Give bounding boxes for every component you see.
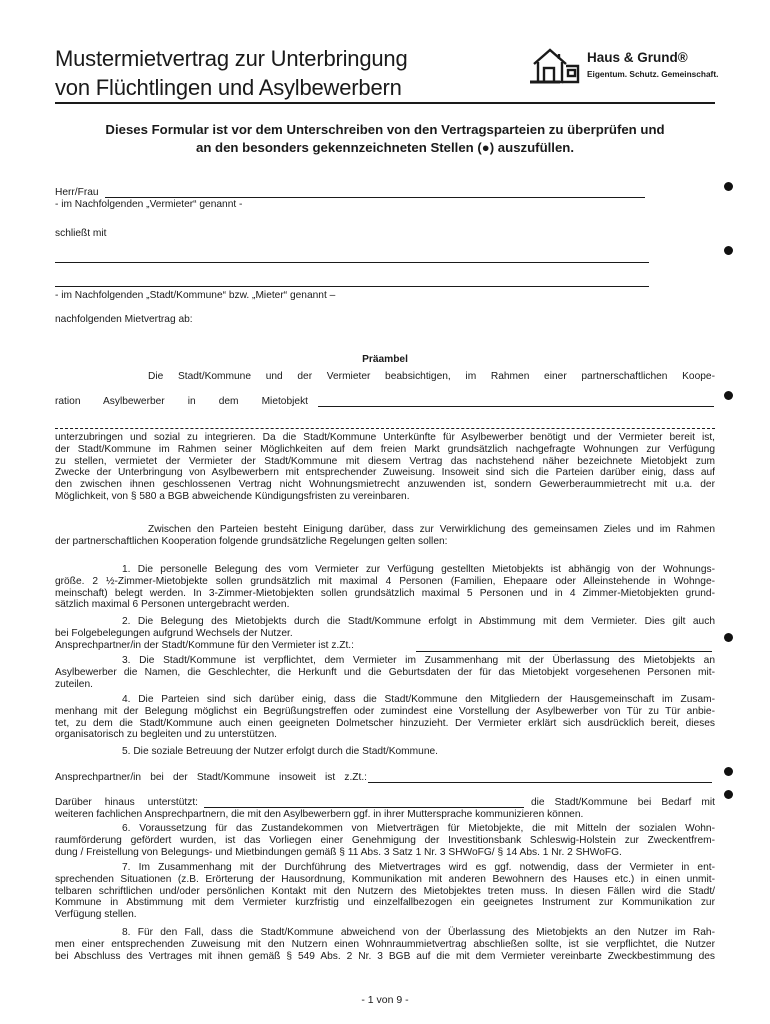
mieter-name-field-1[interactable] bbox=[55, 262, 649, 263]
praeambel-body bbox=[55, 432, 715, 503]
clause-text: 2. Die Belegung des Mietobjekts durch die Stadt/Kommune erfolgt in Abstimmung mit dem Vermieter. Dies gilt auch bbox=[122, 616, 715, 627]
logo-wordmark: Haus & Grund® bbox=[587, 50, 688, 65]
clause-4 bbox=[55, 694, 715, 741]
clause-3 bbox=[55, 655, 715, 690]
praeambel-text: unterzubringen und sozial zu integrieren. Da die Stadt/Kommune Unterkünfte für Asylbewerber benötigt und der Vermieter bereit ist, bbox=[55, 432, 715, 443]
fill-marker-dot-icon bbox=[724, 391, 733, 400]
mietobjekt-field[interactable] bbox=[318, 406, 714, 407]
clause-text: organisatorisch zu begleiten und zu unterstützen. bbox=[55, 729, 278, 741]
unterstuetzer-field[interactable] bbox=[204, 807, 524, 808]
darueber-label-2: die Stadt/Kommune bei Bedarf mit bbox=[531, 797, 715, 808]
praeambel-text: den zwischen ihnen geschlossenen Vertrag nicht Wohnungsmietrecht anzuwenden ist, sondern Gewerberaummietrecht mit u.a. der bbox=[55, 479, 715, 491]
notice-line-2: an den besonders gekennzeichneten Stellen (●) auszufüllen. bbox=[195, 140, 575, 155]
praeambel-line-2: ration Asylbewerber in dem Mietobjekt bbox=[55, 396, 308, 407]
praeambel-line-1 bbox=[148, 371, 715, 383]
title-line-1: Mustermietvertrag zur Unterbringung bbox=[55, 46, 408, 71]
mieter-note: - im Nachfolgenden „Stadt/Kommune“ bzw. „Mieter“ genannt – bbox=[55, 290, 336, 301]
praeambel-text: Zwecke der Unterbringung von Asylbewerbern mit entsprechender Zuweisung. Insoweit sind sich die Parteien darüber einig, dass auf bbox=[55, 467, 715, 479]
page-number: - 1 von 9 - bbox=[361, 994, 409, 1006]
clause-text: größe. 2 ½-Zimmer-Mietobjekte sollen grundsätzlich mit maximal 4 Personen (Familien, Ehepaare oder Alleinstehende in Wohnge- bbox=[55, 575, 715, 587]
praeambel-text: zu stellen, vermietet der Vermieter der Stadt/Kommune mit diesem Vertrag das nachstehend näher bezeichnete Mietobjekt zum bbox=[55, 455, 715, 467]
clause-8 bbox=[55, 927, 715, 962]
clause-text: Verfügung stellen. bbox=[55, 909, 137, 921]
vermieter-name-field[interactable] bbox=[105, 197, 645, 198]
clause-text: tet, zu dem die Stadt/Kommune auch einen geeigneten Dolmetscher hinzuzieht. Der Vermieter erklärt sich ausdrücklich bereit, dieses bbox=[55, 717, 715, 729]
clause-text: 7. Im Zusammenhang mit der Durchführung des Mietvertrages wird es ggf. notwendig, dass der Vermieter in ent- bbox=[122, 862, 715, 873]
clause-text: meinschaft) belegt werden. In 3-Zimmer-Mietobjekten sollen grundsätzlich maximal 5 Personen und in 4 Zimmer-Mietobjekten grund- bbox=[55, 587, 715, 599]
praeambel-text: Die Stadt/Kommune und der Vermieter beabsichtigen, im Rahmen einer partnerschaftlichen Koope- bbox=[148, 371, 715, 382]
document-title bbox=[55, 44, 407, 102]
mieter-name-field-2[interactable] bbox=[55, 286, 649, 287]
clause-text: 5. Die soziale Betreuung der Nutzer erfolgt durch die Stadt/Kommune. bbox=[122, 746, 438, 757]
clause-text: raumförderung gefördert wurden, ist das Vorliegen einer Genehmigung der Investitionsbank Schleswig-Holstein zur Zweckentfrem- bbox=[55, 834, 715, 846]
praeambel-heading: Präambel bbox=[362, 354, 408, 365]
herr-frau-label: Herr/Frau bbox=[55, 187, 99, 198]
ansprechpartner-kommune-label: Ansprechpartner/in bei der Stadt/Kommune insoweit ist z.Zt.: bbox=[55, 772, 367, 783]
einigung-line-1: Zwischen den Parteien besteht Einigung darüber, dass zur Verwirklichung des gemeinsamen Zieles und im Rahmen bbox=[148, 524, 715, 535]
house-logo-icon bbox=[530, 46, 582, 86]
praeambel-text: Möglichkeit, von § 580 a BGB abweichende Kündigungsfristen zu vereinbaren. bbox=[55, 490, 410, 502]
fill-marker-dot-icon bbox=[724, 633, 733, 642]
praeambel-text: der Stadt/Kommune im Rahmen seiner Möglichkeiten auf dem freien Markt grundsätzlich nachgefragte Wohnungen zur Verfügung bbox=[55, 443, 715, 455]
haus-und-grund-logo bbox=[530, 44, 720, 88]
clause-text: bei Folgebelegungen aufgrund Wechsels der Nutzer. bbox=[55, 627, 293, 639]
einigung-paragraph bbox=[55, 524, 715, 548]
clause-text: 3. Die Stadt/Kommune ist verpflichtet, dem Vermieter im Zusammenhang mit der Überlassung des Mietobjekts an bbox=[122, 655, 715, 666]
notice-line-1: Dieses Formular ist vor dem Unterschreiben von den Vertragsparteien zu überprüfen und bbox=[105, 122, 665, 137]
fill-marker-dot-icon bbox=[724, 246, 733, 255]
clause-5 bbox=[55, 746, 715, 758]
fill-marker-dot-icon bbox=[724, 790, 733, 799]
clause-text: weiteren fachlichen Ansprechpartnern, die mit den Asylbewerbern ggf. in ihrer Muttersprache kommunizieren können. bbox=[55, 809, 584, 820]
clause-text: 1. Die personelle Belegung des vom Vermieter zur Verfügung gestellten Mietobjekts ist abhängig von der Wohnungs- bbox=[122, 564, 715, 575]
clause-text: 8. Für den Fall, dass die Stadt/Kommune abweichend von der Überlassung des Mietobjekts an den Nutzer im Rah- bbox=[122, 927, 715, 938]
clause-text: Asylbewerber die Namen, die Geschlechter, die Herkunft und die Geburtsdaten der für das Mietobjekt vorgesehenen Personen mit- bbox=[55, 666, 715, 678]
logo-tagline: Eigentum. Schutz. Gemeinschaft. bbox=[587, 69, 719, 79]
clause-text: bei Abschluss des Vertrages mit ihnen gemäß § 549 Abs. 2 Nr. 3 BGB auf die mit dem Vermieter vereinbarte Zweckbestimmung des bbox=[55, 950, 715, 962]
clause-text: men einer entsprechenden Zuweisung mit den Nutzern einen Wohnraummietvertrag abschließen sollte, ist sie verpflichtet, die Nutzer bbox=[55, 938, 715, 950]
clause-text: sätzlich maximal 6 Personen untergebracht werden. bbox=[55, 599, 290, 611]
clause-text: Kommune in Abstimmung mit dem Vermieter kurzfristig und einzelfallbezogen ein geeignetes Instrument zur Kommunikation zur bbox=[55, 897, 715, 909]
schliesst-mit-label: schließt mit bbox=[55, 228, 107, 239]
clause-6 bbox=[55, 823, 715, 858]
clause-text: 6. Voraussetzung für das Zustandekommen von Mietverträgen für Mietobjekte, die mit Mitteln der sozialen Wohn- bbox=[122, 823, 715, 834]
header-divider bbox=[55, 102, 715, 104]
clause-7 bbox=[55, 862, 715, 921]
ansprechpartner-vermieter-field[interactable] bbox=[416, 651, 712, 652]
vermieter-note: - im Nachfolgenden „Vermieter“ genannt - bbox=[55, 199, 243, 210]
mietobjekt-field-continuation[interactable] bbox=[55, 428, 715, 429]
darueber-label: Darüber hinaus unterstützt: bbox=[55, 797, 198, 808]
clause-2 bbox=[55, 616, 715, 651]
title-line-2: von Flüchtlingen und Asylbewerbern bbox=[55, 75, 402, 100]
ansprechpartner-kommune-field[interactable] bbox=[368, 782, 712, 783]
einigung-line-2: der partnerschaftlichen Kooperation folgende grundsätzliche Regelungen gelten sollen: bbox=[55, 535, 448, 547]
clause-text: menhang mit der Belegung möglichst ein Begrüßungstreffen oder zumindest eine Vorstellung der Asylbewerber von Tür zu Tür anbie- bbox=[55, 705, 715, 717]
clause-text: zuteilen. bbox=[55, 678, 93, 690]
clause-text: telbaren schriftlichen und/oder persönlichen Kontakt mit den Nutzern des Mietobjektes treten muss. In diesen Fällen wird die Stadt/ bbox=[55, 885, 715, 897]
clause-text: 4. Die Parteien sind sich darüber einig, dass die Stadt/Kommune den Mitgliedern der Hausgemeinschaft im Zusam- bbox=[122, 694, 715, 705]
clause-text: sprechenden Situationen (z.B. Erörterung der Hausordnung, Kommunikation mit anderen Bewohnern des Hauses etc.) in einen unmit- bbox=[55, 873, 715, 885]
nachfolgenden-label: nachfolgenden Mietvertrag ab: bbox=[55, 314, 193, 325]
fill-marker-dot-icon bbox=[724, 767, 733, 776]
clause-text: dung / Freistellung von Belegungs- und Mietbindungen gemäß § 11 Abs. 3 Satz 1 Nr. 3 SHWoFG/ § 14 Abs. 1 Nr. 2 SHWoFG. bbox=[55, 846, 622, 858]
fill-marker-dot-icon bbox=[724, 182, 733, 191]
darueber-continuation bbox=[55, 809, 715, 821]
fill-in-notice bbox=[55, 121, 715, 157]
clause-1 bbox=[55, 564, 715, 611]
clause-text: Ansprechpartner/in der Stadt/Kommune für den Vermieter ist z.Zt.: bbox=[55, 639, 354, 651]
